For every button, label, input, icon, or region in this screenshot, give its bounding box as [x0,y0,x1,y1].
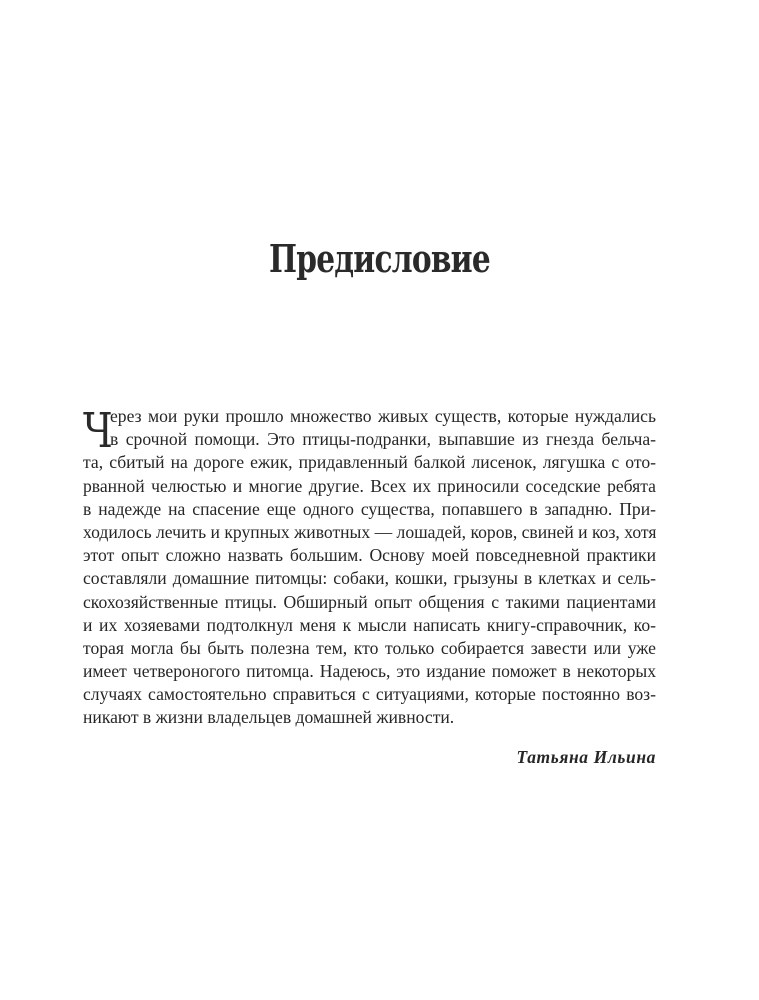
paragraph-line: скохозяйственные птицы. Обширный опыт общения с такими пациентами [83,591,656,612]
drop-cap: Ч [83,403,113,459]
author-signature: Татьяна Ильина [516,747,656,767]
paragraph-line: в надежде на спасение еще одного существа, попавшего в западню. При- [83,498,656,519]
paragraph-line: ерез мои руки прошло множество живых существ, которые нуждались [110,406,656,426]
paragraph-line: составляли домашние питомцы: собаки, кошки, грызуны в клетках и сель- [83,568,656,589]
paragraph-line: имеет четвероногого питомца. Надеюсь, это издание поможет в некоторых [83,661,656,682]
paragraph-line: случаях самостоятельно справиться с ситуациями, которые постоянно воз- [83,684,656,705]
paragraph-line: та, сбитый на дороге ежик, придавленный балкой лисенок, лягушка с ото- [83,452,656,473]
paragraph-line: и их хозяевами подтолкнул меня к мысли написать книгу-справочник, ко- [83,614,656,635]
paragraph-line: рванной челюстью и многие другие. Всех их приносили соседские ребята [83,475,656,496]
paragraph-line: в срочной помощи. Это птицы-подранки, выпавшие из гнезда бельча- [110,429,656,450]
paragraph-line: торая могла бы быть полезна тем, кто только собирается завести или уже [83,637,656,658]
paragraph-line: ходилось лечить и крупных животных — лошадей, коров, свиней и коз, хотя [83,521,656,542]
paragraph-line: никают в жизни владельцев домашней живности. [83,707,455,728]
page-title: Предисловие [269,236,490,281]
preface-paragraph [83,405,656,730]
paragraph-line: этот опыт сложно назвать большим. Основу моей повседневной практики [83,545,656,566]
